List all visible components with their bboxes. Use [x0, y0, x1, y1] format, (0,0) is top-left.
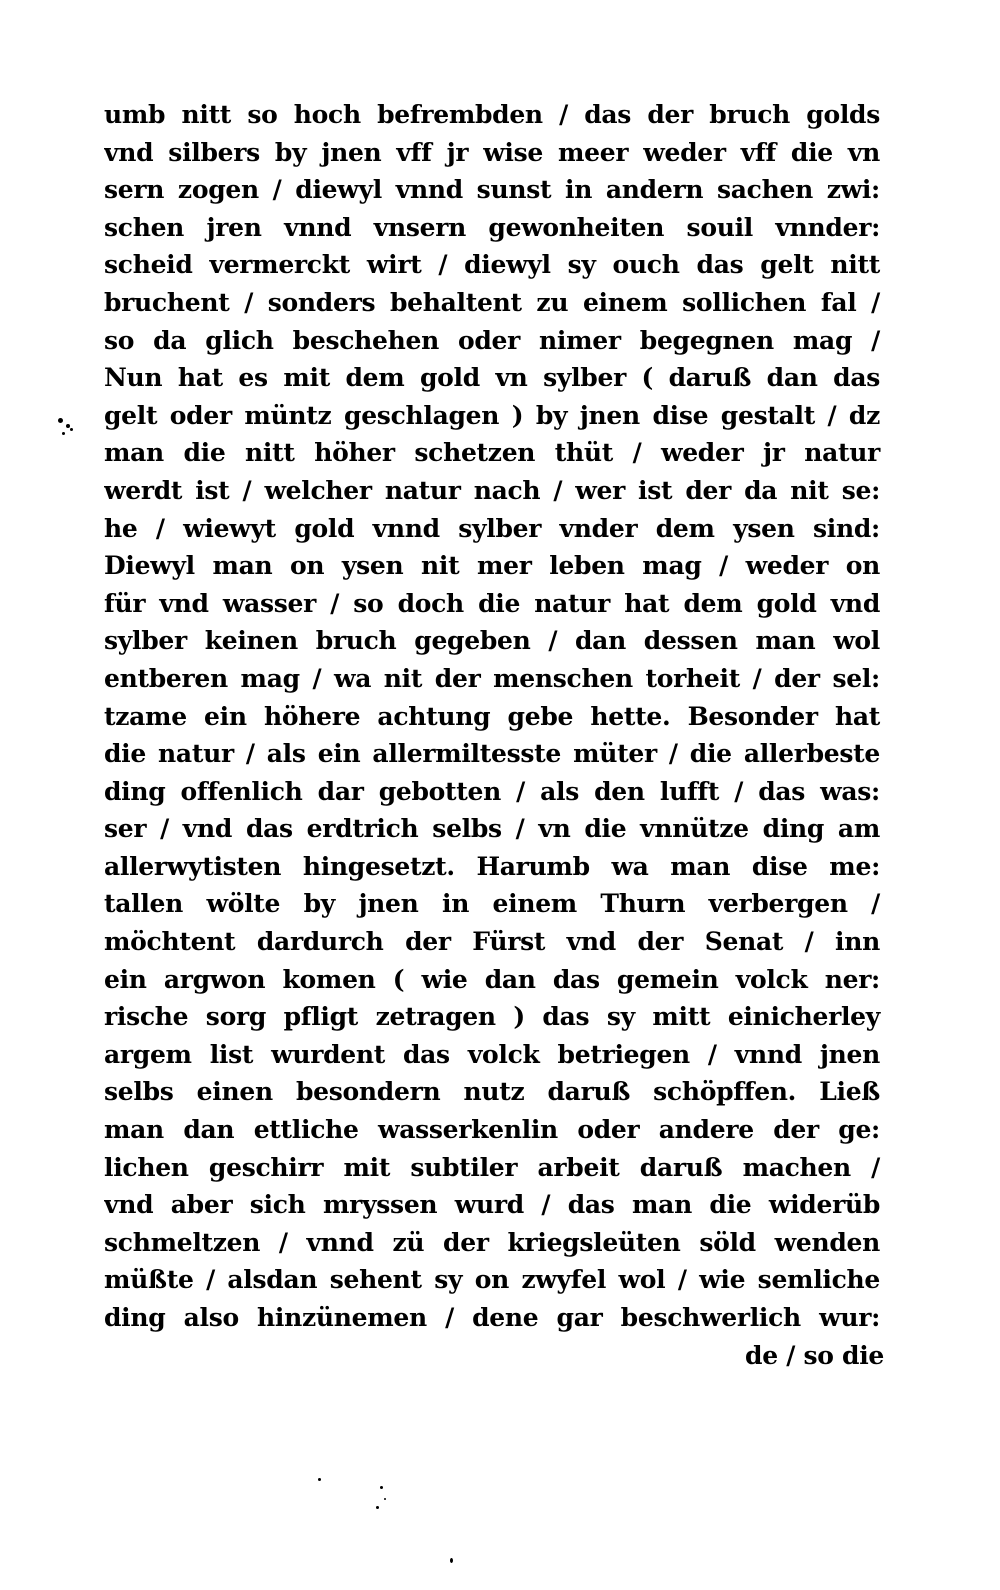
body-text	[104, 96, 884, 1374]
text-line: gelt oder müntz geschlagen ) by jnen dise gestalt / dz	[104, 400, 880, 430]
text-line: Nun hat es mit dem gold vn sylber ( daruß dan das	[104, 363, 880, 393]
speck-bottom	[376, 1506, 379, 1509]
catchword: de / so die	[745, 1340, 884, 1370]
text-line: umb nitt so hoch befrembden / das der bruch golds	[104, 100, 880, 129]
text-line: schmeltzen / vnnd zü der kriegsleüten söld wenden	[104, 1227, 880, 1257]
text-line: möchtent dardurch der Fürst vnd der Senat / inn	[104, 927, 880, 957]
text-line: ser / vnd das erdtrich selbs / vn die vnnütze ding am	[104, 814, 880, 844]
text-line: so da glich beschehen oder nimer begegnen mag /	[104, 325, 880, 355]
text-line: schen jren vnnd vnsern gewonheiten souil vnnder:	[104, 212, 880, 242]
text-line: allerwytisten hingesetzt. Harumb wa man dise me:	[104, 851, 880, 881]
text-line: scheid vermerckt wirt / diewyl sy ouch das gelt nitt	[104, 250, 880, 280]
text-line: sylber keinen bruch gegeben / dan dessen man wol	[104, 626, 880, 656]
text-line: bruchent / sonders behaltent zu einem sollichen fal /	[104, 287, 880, 317]
text-line: entberen mag / wa nit der menschen torheit / der sel:	[104, 663, 880, 693]
speck-bottom	[450, 1558, 453, 1563]
text-line: sern zogen / diewyl vnnd sunst in andern sachen zwi:	[104, 175, 880, 205]
speck-left	[70, 428, 73, 431]
text-line: müßte / alsdan sehent sy on zwyfel wol / wie semliche	[104, 1265, 880, 1295]
text-line: ding offenlich dar gebotten / als den lufft / das was:	[104, 776, 880, 806]
text-line: vnd aber sich mryssen wurd / das man die widerüb	[104, 1190, 880, 1220]
text-line: die natur / als ein allermiltesste müter / die allerbeste	[104, 739, 880, 769]
speck-bottom	[318, 1478, 321, 1481]
speck-bottom	[384, 1498, 386, 1500]
text-line: Diewyl man on ysen nit mer leben mag / weder on	[104, 551, 880, 581]
text-line: argem list wurdent das volck betriegen / vnnd jnen	[104, 1039, 880, 1069]
speck-left	[62, 432, 65, 435]
speck-left	[58, 418, 63, 423]
text-line: selbs einen besondern nutz daruß schöpffen. Ließ	[104, 1077, 880, 1107]
text-line: rische sorg pfligt zetragen ) das sy mitt einicherley	[104, 1002, 880, 1032]
text-line: man dan ettliche wasserkenlin oder andere der ge:	[104, 1115, 880, 1145]
speck-left	[66, 424, 70, 428]
text-line: für vnd wasser / so doch die natur hat dem gold vnd	[104, 588, 880, 618]
text-line: vnd silbers by jnen vff jr wise meer weder vff die vn	[104, 137, 880, 167]
text-line: tallen wölte by jnen in einem Thurn verbergen /	[104, 889, 880, 919]
text-line: werdt ist / welcher natur nach / wer ist der da nit se:	[104, 475, 880, 505]
text-line: he / wiewyt gold vnnd sylber vnder dem ysen sind:	[104, 513, 880, 543]
text-line: ein argwon komen ( wie dan das gemein volck ner:	[104, 964, 880, 994]
text-line: lichen geschirr mit subtiler arbeit daruß machen /	[104, 1152, 880, 1182]
speck-bottom	[380, 1486, 383, 1489]
text-line: ding also hinzünemen / dene gar beschwerlich wur:	[104, 1303, 880, 1332]
text-line: tzame ein höhere achtung gebe hette. Besonder hat	[104, 701, 880, 731]
text-line: man die nitt höher schetzen thüt / weder jr natur	[104, 438, 880, 468]
